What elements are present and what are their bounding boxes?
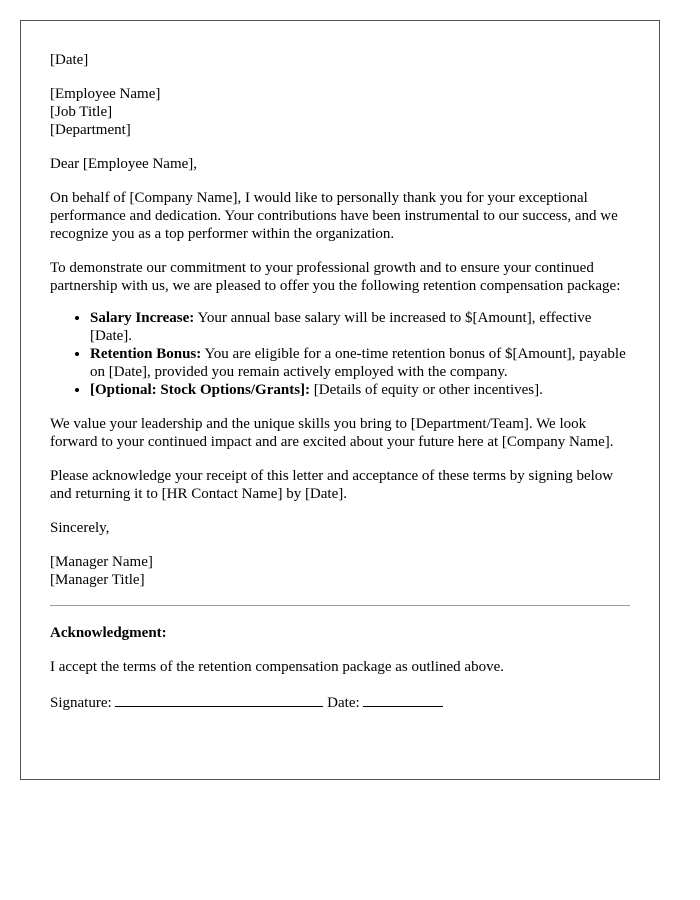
term-stock-options [90,381,630,399]
signature-row [50,692,630,712]
signature-field[interactable] [115,692,323,707]
terms-list [50,309,630,399]
recipient-name: [Employee Name] [50,86,161,102]
paragraph-thanks: On behalf of [Company Name], I would like to personally thank you for your exceptional performance and dedication. Your contributions have been instrumental to our success, and we recognize you as a top performer within the organization. [50,190,618,242]
term-label: Salary Increase: [90,310,195,326]
recipient-block [50,85,630,139]
term-text: You are eligible for a one-time retention bonus of $[Amount], payable on [Date], provided you remain actively employed with the company. [90,346,626,380]
closing: Sincerely, [50,520,110,536]
date-label: Date: [327,695,360,711]
sender-name: [Manager Name] [50,554,153,570]
acknowledgment-statement: I accept the terms of the retention compensation package as outlined above. [50,659,504,675]
signature-label: Signature: [50,695,112,711]
term-text: [Details of equity or other incentives]. [310,382,543,398]
paragraph-offer: To demonstrate our commitment to your professional growth and to ensure your continued partnership with us, we are pleased to offer you the following retention compensation package: [50,260,621,294]
sender-block [50,553,630,589]
term-salary-increase [90,309,630,345]
paragraph-acknowledge-request: Please acknowledge your receipt of this letter and acceptance of these terms by signing below and returning it to [HR Contact Name] by [Date]. [50,468,614,502]
salutation: Dear [Employee Name], [50,156,198,172]
recipient-title: [Job Title] [50,104,113,120]
letter-date: [Date] [50,52,89,68]
sender-title: [Manager Title] [50,572,145,588]
acknowledgment-heading: Acknowledgment: [50,625,167,641]
term-label: Retention Bonus: [90,346,202,362]
term-retention-bonus [90,345,630,381]
section-divider [50,605,630,606]
date-field[interactable] [363,692,443,707]
recipient-department: [Department] [50,122,131,138]
letter-page [20,20,660,780]
term-label: [Optional: Stock Options/Grants]: [90,382,311,398]
term-text: Your annual base salary will be increased to $[Amount], effective [Date]. [90,310,592,344]
paragraph-value: We value your leadership and the unique skills you bring to [Department/Team]. We look forward to your continued impact and are excited about your future here at [Company Name]. [50,416,614,450]
